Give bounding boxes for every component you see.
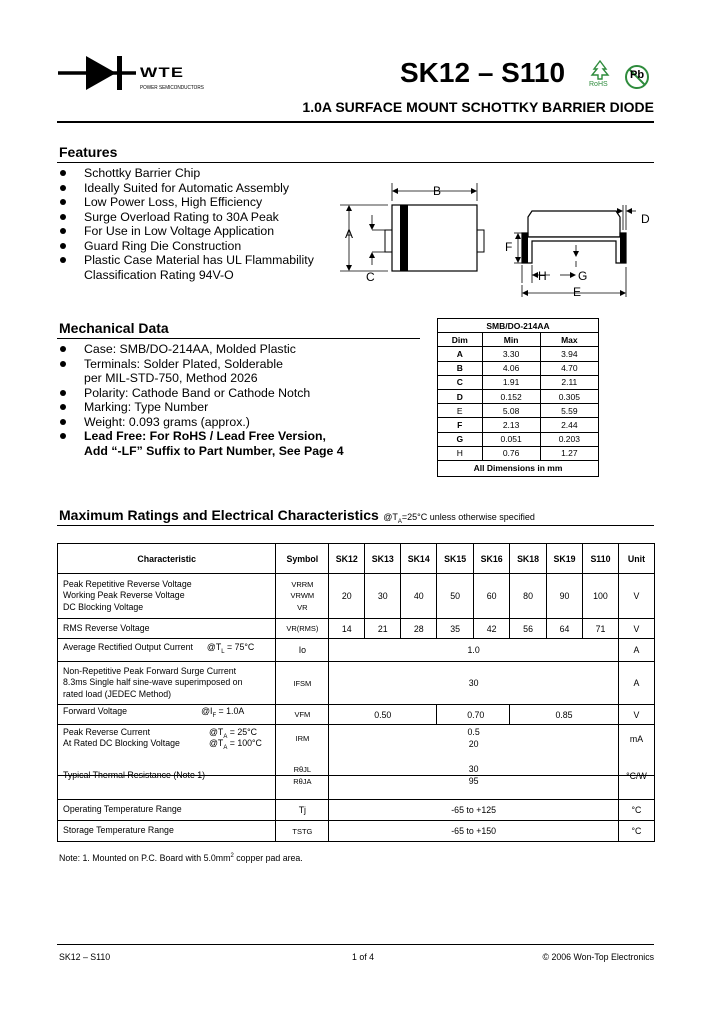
dim-label-f: F — [505, 240, 513, 254]
table-row: G 0.051 0.203 — [438, 432, 599, 446]
list-item-continuation: Add “-LF” Suffix to Part Number, See Page 4 — [84, 443, 344, 458]
table-row: Peak Repetitive Reverse Voltage Working Peak Reverse Voltage DC Blocking Voltage VRRM VRWM VR 20 30 40 50 60 80 90 100 V — [58, 574, 655, 619]
list-item: Guard Ring Die Construction — [59, 239, 359, 254]
list-item-continuation: per MIL-STD-750, Method 2026 — [84, 371, 258, 385]
column-header: Min — [482, 333, 540, 347]
cathode-band — [400, 205, 408, 271]
package-outline-diagram — [330, 175, 660, 305]
brand-name: WTE — [140, 64, 185, 80]
tree-icon — [590, 60, 610, 80]
bullet-icon — [60, 243, 66, 249]
brand-subtitle: POWER SEMICONDUCTORS — [140, 85, 204, 91]
table-row: Operating Temperature Range Tj -65 to +125 °C — [58, 800, 655, 821]
footer-rule — [57, 944, 654, 945]
list-item: Plastic Case Material has UL Flammability — [59, 253, 359, 268]
company-logo — [58, 53, 218, 97]
dimensions-note: All Dimensions in mm — [438, 460, 599, 476]
column-header: Dim — [438, 333, 483, 347]
page-number: 1 of 4 — [352, 952, 375, 962]
bullet-icon — [60, 390, 66, 396]
bullet-icon — [60, 433, 66, 439]
column-header: SK13 — [365, 544, 401, 574]
list-item: Terminals: Solder Plated, Solderable — [59, 357, 389, 372]
footer-copyright: © 2006 Won-Top Electronics — [542, 952, 654, 962]
mechanical-title: Mechanical Data — [59, 320, 169, 336]
list-item: For Use in Low Voltage Application — [59, 224, 359, 239]
features-list — [59, 166, 359, 282]
table-row: Non-Repetitive Peak Forward Surge Current 8.3ms Single half sine-wave superimposed on rated load (JEDEC Method) IFSM 30 A — [58, 662, 655, 705]
lead-free-badge — [624, 64, 650, 90]
bullet-icon — [60, 419, 66, 425]
package-side-view — [528, 211, 620, 237]
footnote: Note: 1. Mounted on P.C. Board with $5.0mm^2$ copper pad area. — [59, 853, 303, 863]
pb-label: Pb — [630, 69, 645, 81]
list-item: Weight: 0.093 grams (approx.) — [59, 415, 389, 430]
column-header: SK18 — [510, 544, 547, 574]
bullet-icon — [60, 404, 66, 410]
package-name: SMB/DO-214AA — [438, 319, 599, 333]
dim-label-h: H — [538, 269, 547, 283]
document-subtitle: 1.0A SURFACE MOUNT SCHOTTKY BARRIER DIODE — [302, 99, 654, 115]
rohs-label: RoHS — [589, 81, 608, 88]
mechanical-rule — [57, 338, 420, 339]
table-row: Peak Reverse Current $@T_A = 25^\circ C$ At Rated DC Blocking Voltage $@T_A = 100^\circ C$ IRM 0.5 20 mA — [58, 725, 655, 776]
list-item: Schottky Barrier Chip — [59, 166, 359, 181]
table-row: C 1.91 2.11 — [438, 375, 599, 389]
table-header-row — [438, 333, 599, 347]
part-range-title: SK12 – S110 — [400, 57, 566, 88]
list-item: Marking: Type Number — [59, 400, 389, 415]
list-item: Ideally Suited for Automatic Assembly — [59, 181, 359, 196]
table-row: Typical Thermal Resistance (Note 1) RθJL RθJA 30 95 °C/W — [58, 776, 655, 800]
features-rule — [57, 162, 654, 163]
table-row: E 5.08 5.59 — [438, 404, 599, 418]
bullet-icon — [60, 185, 66, 191]
column-header: Unit — [618, 544, 654, 574]
ratings-table — [57, 543, 655, 842]
dim-label-e: E — [573, 285, 582, 299]
table-row: Storage Temperature Range TSTG -65 to +150 °C — [58, 821, 655, 842]
column-header: Max — [540, 333, 598, 347]
diode-logo-icon — [58, 53, 136, 93]
bullet-icon — [60, 228, 66, 234]
column-header: Characteristic — [58, 544, 276, 574]
column-header: Symbol — [276, 544, 329, 574]
ratings-title-line — [59, 507, 535, 525]
table-header-row — [58, 544, 655, 574]
dim-label-d: D — [641, 212, 650, 226]
table-row: A 3.30 3.94 — [438, 347, 599, 361]
dim-label-g: G — [578, 269, 588, 283]
list-item: Polarity: Cathode Band or Cathode Notch — [59, 386, 389, 401]
list-item: Surge Overload Rating to 30A Peak — [59, 210, 359, 225]
dim-label-c: C — [366, 270, 375, 284]
ratings-condition: $@T_A=25^\circ C$ unless otherwise specified — [383, 512, 535, 525]
column-header: SK19 — [547, 544, 583, 574]
column-header: SK16 — [474, 544, 510, 574]
features-title: Features — [59, 144, 118, 160]
ratings-title: Maximum Ratings and Electrical Characteristics — [59, 507, 379, 523]
bullet-icon — [60, 361, 66, 367]
header-rule — [57, 121, 654, 123]
dim-label-a: A — [345, 227, 354, 241]
table-row: B 4.06 4.70 — [438, 361, 599, 375]
list-item-continuation: Classification Rating 94V-O — [84, 267, 234, 282]
table-footer-row — [438, 460, 599, 476]
dim-label-b: B — [433, 184, 442, 198]
column-header: SK14 — [401, 544, 437, 574]
bullet-icon — [60, 346, 66, 352]
bullet-icon — [60, 214, 66, 220]
ratings-rule — [57, 525, 654, 526]
dimensions-table — [437, 318, 599, 477]
table-row: H 0.76 1.27 — [438, 446, 599, 460]
table-row: D 0.152 0.305 — [438, 389, 599, 403]
rohs-badge — [589, 60, 611, 92]
table-row: RMS Reverse Voltage VR(RMS) 14 21 28 35 42 56 64 71 V — [58, 619, 655, 639]
table-row: Average Rectified Output Current $@T_L = 75^\circ C$ Io 1.0 A — [58, 639, 655, 662]
column-header: SK12 — [329, 544, 365, 574]
table-row: Forward Voltage $@I_F = 1.0A$ VFM 0.50 0.70 0.85 V — [58, 705, 655, 725]
column-header: SK15 — [437, 544, 474, 574]
bullet-icon — [60, 257, 66, 263]
table-row: F 2.13 2.44 — [438, 418, 599, 432]
list-item: Low Power Loss, High Efficiency — [59, 195, 359, 210]
bullet-icon — [60, 199, 66, 205]
footer-part-range: SK12 – S110 — [59, 952, 111, 962]
bullet-icon — [60, 170, 66, 176]
table-title-row — [438, 319, 599, 333]
list-item: Lead Free: For RoHS / Lead Free Version, — [59, 429, 389, 444]
mechanical-list — [59, 342, 389, 458]
column-header: S110 — [583, 544, 619, 574]
list-item: Case: SMB/DO-214AA, Molded Plastic — [59, 342, 389, 357]
